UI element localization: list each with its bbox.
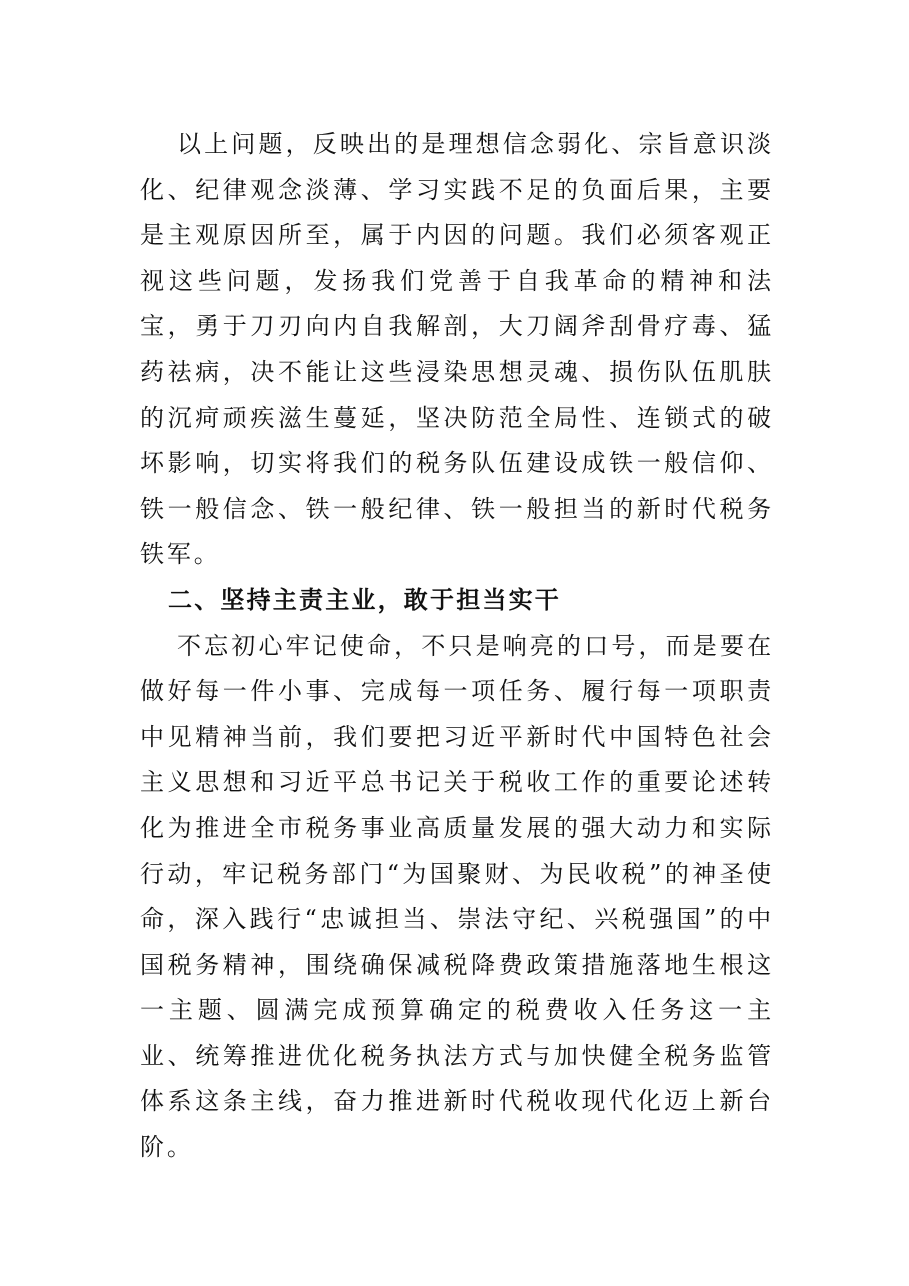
document-body: [140, 122, 774, 1171]
paragraph-1: 以上问题，反映出的是理想信念弱化、宗旨意识淡化、纪律观念淡薄、学习实践不足的负面后果，主要是主观原因所至，属于内因的问题。我们必须客观正视这些问题，发扬我们党善于自我革命的精神和法宝，勇于刀刃向内自我解剖，大刀阔斧刮骨疗毒、猛药祛病，决不能让这些浸染思想灵魂、损伤队伍肌肤的沉疴顽疾滋生蔓延，坚决防范全局性、连锁式的破坏影响，切实将我们的税务队伍建设成铁一般信仰、铁一般信念、铁一般纪律、铁一般担当的新时代税务铁军。: [140, 130, 774, 569]
paragraph-2: 不忘初心牢记使命，不只是响亮的口号，而是要在做好每一件小事、完成每一项任务、履行每一项职责中见精神当前，我们要把习近平新时代中国特色社会主义思想和习近平总书记关于税收工作的重要论述转化为推进全市税务事业高质量发展的强大动力和实际行动，牢记税务部门“为国聚财、为民收税”的神圣使命，深入践行“忠诚担当、崇法守纪、兴税强国”的中国税务精神，围绕确保减税降费政策措施落地生根这一主题、圆满完成预算确定的税费收入任务这一主业、统筹推进优化税务执法方式与加快健全税务监管体系这条主线，奋力推进新时代税收现代化迈上新台阶。: [140, 631, 774, 1162]
section-heading-2: 二、坚持主责主业，敢于担当实干: [168, 585, 561, 614]
